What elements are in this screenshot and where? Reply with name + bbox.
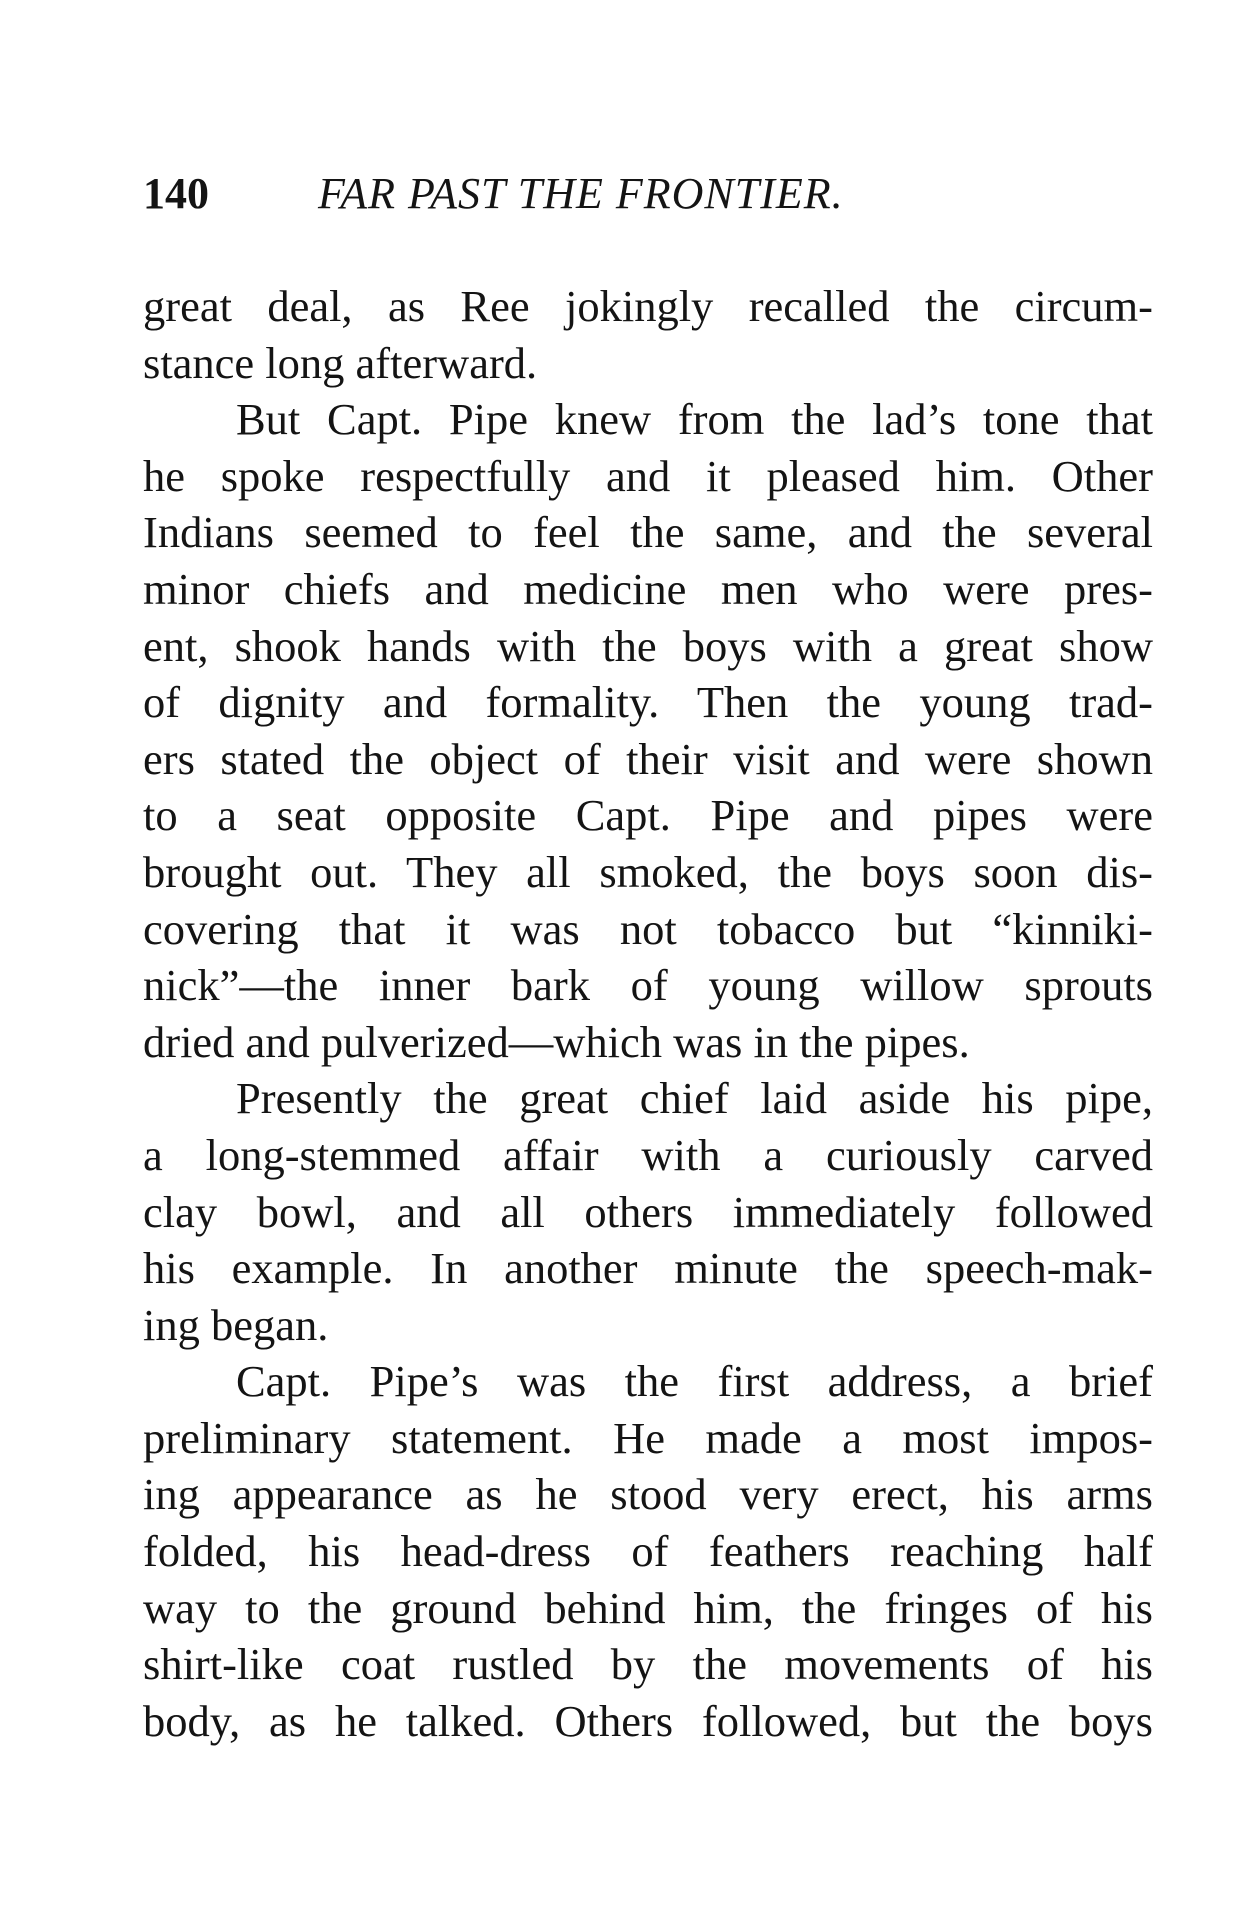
text-line: ers stated the object of their visit and were shown	[143, 733, 1153, 784]
text-line: ing began.	[143, 1299, 329, 1350]
text-line: Indians seemed to feel the same, and the several	[143, 507, 1153, 558]
paragraph-first-line: But Capt. Pipe knew from the lad’s tone that	[236, 394, 1153, 445]
text-line: ent, shook hands with the boys with a great show	[143, 620, 1153, 671]
text-line: to a seat opposite Capt. Pipe and pipes were	[143, 790, 1153, 841]
text-line: his example. In another minute the speech-mak-	[143, 1243, 1153, 1294]
text-line: of dignity and formality. Then the young trad-	[143, 677, 1153, 728]
text-line: stance long afterward.	[143, 337, 538, 388]
paragraph-first-line: Presently the great chief laid aside his pipe,	[236, 1073, 1153, 1124]
text-line: body, as he talked. Others followed, but the boys	[143, 1695, 1153, 1746]
text-line: nick”—the inner bark of young willow sprouts	[143, 960, 1153, 1011]
text-line: shirt-like coat rustled by the movements of his	[143, 1639, 1153, 1690]
text-line: covering that it was not tobacco but “kinniki-	[143, 903, 1153, 954]
text-line: clay bowl, and all others immediately followed	[143, 1186, 1153, 1237]
text-line: minor chiefs and medicine men who were pres-	[143, 563, 1153, 614]
text-line: way to the ground behind him, the fringes of his	[143, 1582, 1153, 1633]
text-line: dried and pulverized—which was in the pipes.	[143, 1016, 970, 1067]
text-line: preliminary statement. He made a most impos-	[143, 1412, 1153, 1463]
text-line: he spoke respectfully and it pleased him. Other	[143, 450, 1153, 501]
paragraph-first-line: Capt. Pipe’s was the first address, a brief	[236, 1356, 1153, 1407]
running-head	[143, 168, 1153, 220]
body-text	[143, 278, 1153, 1749]
running-title: FAR PAST THE FRONTIER.	[318, 169, 844, 218]
book-page	[143, 168, 1153, 1749]
text-line: ing appearance as he stood very erect, his arms	[143, 1469, 1153, 1520]
text-line: great deal, as Ree jokingly recalled the circum-	[143, 281, 1153, 331]
text-line: folded, his head-dress of feathers reaching half	[143, 1526, 1153, 1577]
text-line: a long-stemmed affair with a curiously carved	[143, 1129, 1153, 1180]
text-line: brought out. They all smoked, the boys soon dis-	[143, 846, 1153, 897]
page-number: 140	[143, 169, 209, 218]
